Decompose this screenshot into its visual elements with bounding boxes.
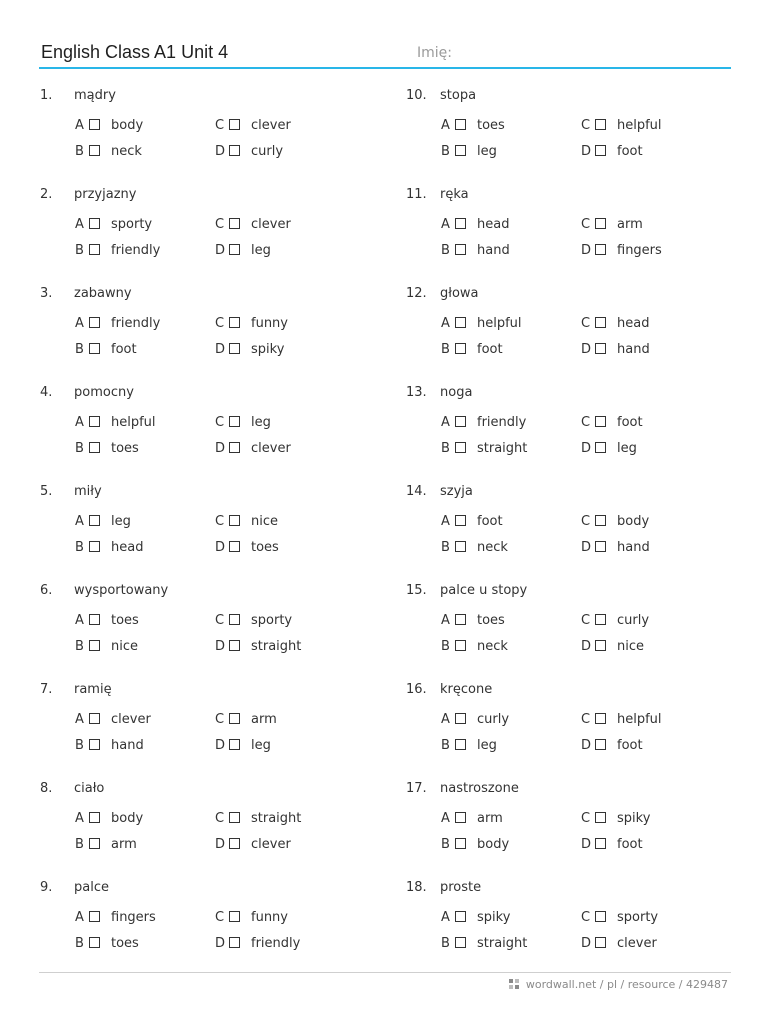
option-checkbox[interactable] — [595, 541, 606, 552]
option-checkbox[interactable] — [455, 317, 466, 328]
option-checkbox[interactable] — [89, 317, 100, 328]
option-text: toes — [111, 613, 139, 628]
question-word: szyja — [440, 484, 473, 499]
option-letter: A — [75, 811, 84, 826]
option-text: leg — [251, 415, 271, 430]
option-checkbox[interactable] — [89, 244, 100, 255]
option-text: leg — [251, 738, 271, 753]
option-letter: D — [581, 936, 592, 951]
option-letter: C — [215, 712, 225, 727]
option-text: body — [111, 118, 144, 133]
option-letter: A — [441, 415, 450, 430]
source-link[interactable]: wordwall.net / pl / resource / 429487 — [525, 978, 728, 991]
option-text: body — [111, 811, 144, 826]
question-word: kręcone — [440, 682, 493, 697]
question-word: ciało — [74, 781, 105, 796]
option-checkbox[interactable] — [455, 541, 466, 552]
option-letter: B — [441, 738, 450, 753]
option-checkbox[interactable] — [595, 739, 606, 750]
option-checkbox[interactable] — [455, 713, 466, 724]
option-text: leg — [617, 441, 637, 456]
option-letter: C — [215, 118, 225, 133]
option-text: straight — [251, 811, 302, 826]
question-word: noga — [440, 385, 473, 400]
option-letter: B — [441, 441, 450, 456]
option-text: nice — [617, 639, 644, 654]
option-letter: C — [215, 613, 225, 628]
name-field-label: Imię: — [417, 45, 452, 61]
option-checkbox[interactable] — [595, 911, 606, 922]
option-checkbox[interactable] — [595, 218, 606, 229]
option-checkbox[interactable] — [455, 218, 466, 229]
option-checkbox[interactable] — [595, 614, 606, 625]
option-letter: B — [75, 243, 84, 258]
question-item — [40, 583, 370, 663]
option-checkbox[interactable] — [595, 838, 606, 849]
option-checkbox[interactable] — [595, 515, 606, 526]
option-text: hand — [617, 540, 650, 555]
question-number: 9. — [40, 880, 53, 895]
option-text: straight — [477, 441, 528, 456]
question-item — [406, 880, 736, 960]
option-checkbox[interactable] — [229, 937, 240, 948]
option-letter: D — [215, 342, 226, 357]
option-checkbox[interactable] — [595, 640, 606, 651]
question-number: 8. — [40, 781, 53, 796]
option-letter: A — [75, 316, 84, 331]
question-item — [406, 682, 736, 762]
option-letter: B — [441, 342, 450, 357]
option-checkbox[interactable] — [455, 416, 466, 427]
option-letter: D — [215, 639, 226, 654]
option-checkbox[interactable] — [455, 614, 466, 625]
option-letter: D — [215, 144, 226, 159]
option-letter: C — [215, 910, 225, 925]
option-checkbox[interactable] — [89, 442, 100, 453]
option-text: straight — [477, 936, 528, 951]
option-letter: A — [441, 613, 450, 628]
option-letter: C — [215, 217, 225, 232]
option-text: foot — [111, 342, 137, 357]
question-item — [40, 781, 370, 861]
option-text: helpful — [617, 712, 662, 727]
option-text: curly — [617, 613, 650, 628]
option-checkbox[interactable] — [89, 145, 100, 156]
option-text: sporty — [111, 217, 153, 232]
question-number: 15. — [406, 583, 427, 598]
option-text: funny — [251, 910, 288, 925]
option-text: foot — [617, 144, 643, 159]
option-text: curly — [251, 144, 284, 159]
question-number: 3. — [40, 286, 53, 301]
option-checkbox[interactable] — [229, 119, 240, 130]
option-text: body — [477, 837, 510, 852]
question-number: 11. — [406, 187, 427, 202]
option-text: toes — [111, 441, 139, 456]
option-checkbox[interactable] — [229, 218, 240, 229]
option-letter: D — [581, 243, 592, 258]
option-text: arm — [251, 712, 277, 727]
option-letter: A — [75, 712, 84, 727]
option-text: fingers — [617, 243, 662, 258]
question-item — [406, 484, 736, 564]
option-checkbox[interactable] — [89, 119, 100, 130]
option-checkbox[interactable] — [229, 244, 240, 255]
option-text: toes — [111, 936, 139, 951]
option-text: foot — [477, 514, 503, 529]
question-number: 14. — [406, 484, 427, 499]
question-number: 16. — [406, 682, 427, 697]
option-text: arm — [617, 217, 643, 232]
option-letter: D — [581, 738, 592, 753]
question-word: wysportowany — [74, 583, 169, 598]
option-text: nice — [251, 514, 278, 529]
question-word: palce — [74, 880, 109, 895]
option-text: head — [617, 316, 650, 331]
option-checkbox[interactable] — [229, 713, 240, 724]
option-letter: B — [441, 837, 450, 852]
option-checkbox[interactable] — [455, 812, 466, 823]
question-number: 18. — [406, 880, 427, 895]
wordwall-logo-icon — [509, 979, 520, 990]
option-text: neck — [477, 540, 508, 555]
footer-divider — [39, 972, 731, 973]
question-number: 7. — [40, 682, 53, 697]
option-text: friendly — [251, 936, 301, 951]
option-checkbox[interactable] — [89, 937, 100, 948]
question-word: palce u stopy — [440, 583, 528, 598]
option-checkbox[interactable] — [595, 442, 606, 453]
option-text: arm — [477, 811, 503, 826]
option-letter: B — [441, 936, 450, 951]
question-item — [406, 286, 736, 366]
option-checkbox[interactable] — [89, 838, 100, 849]
worksheet-header — [39, 40, 731, 68]
option-text: clever — [251, 441, 291, 456]
option-letter: C — [215, 415, 225, 430]
option-text: helpful — [617, 118, 662, 133]
option-checkbox[interactable] — [89, 640, 100, 651]
option-checkbox[interactable] — [595, 317, 606, 328]
option-checkbox[interactable] — [595, 713, 606, 724]
option-letter: A — [441, 118, 450, 133]
option-text: straight — [251, 639, 302, 654]
option-text: friendly — [477, 415, 527, 430]
option-letter: A — [441, 316, 450, 331]
option-checkbox[interactable] — [229, 515, 240, 526]
option-letter: A — [441, 811, 450, 826]
option-letter: A — [75, 118, 84, 133]
question-number: 6. — [40, 583, 53, 598]
option-checkbox[interactable] — [455, 145, 466, 156]
question-item — [40, 880, 370, 960]
option-text: neck — [477, 639, 508, 654]
option-checkbox[interactable] — [229, 343, 240, 354]
question-number: 5. — [40, 484, 53, 499]
option-text: helpful — [111, 415, 156, 430]
option-letter: B — [75, 936, 84, 951]
option-letter: B — [441, 243, 450, 258]
option-letter: D — [581, 441, 592, 456]
option-letter: D — [581, 144, 592, 159]
option-checkbox[interactable] — [455, 442, 466, 453]
option-checkbox[interactable] — [89, 713, 100, 724]
question-item — [40, 187, 370, 267]
option-letter: A — [441, 910, 450, 925]
option-checkbox[interactable] — [229, 739, 240, 750]
option-letter: A — [75, 415, 84, 430]
option-checkbox[interactable] — [595, 416, 606, 427]
option-text: curly — [477, 712, 510, 727]
question-item — [406, 88, 736, 168]
question-number: 12. — [406, 286, 427, 301]
option-checkbox[interactable] — [229, 416, 240, 427]
option-checkbox[interactable] — [89, 343, 100, 354]
option-text: sporty — [251, 613, 293, 628]
option-letter: C — [581, 910, 591, 925]
option-text: hand — [477, 243, 510, 258]
question-word: stopa — [440, 88, 477, 103]
option-text: spiky — [617, 811, 651, 826]
question-word: ramię — [74, 682, 112, 697]
option-checkbox[interactable] — [595, 937, 606, 948]
option-letter: C — [581, 514, 591, 529]
option-letter: C — [215, 514, 225, 529]
option-letter: B — [75, 441, 84, 456]
option-checkbox[interactable] — [455, 244, 466, 255]
option-checkbox[interactable] — [455, 911, 466, 922]
option-checkbox[interactable] — [595, 812, 606, 823]
option-text: hand — [111, 738, 144, 753]
question-item — [40, 682, 370, 762]
option-checkbox[interactable] — [455, 640, 466, 651]
option-text: friendly — [111, 316, 161, 331]
option-letter: D — [215, 243, 226, 258]
question-word: proste — [440, 880, 482, 895]
option-text: head — [111, 540, 144, 555]
option-text: funny — [251, 316, 288, 331]
option-letter: A — [75, 910, 84, 925]
option-text: foot — [617, 837, 643, 852]
option-text: foot — [617, 415, 643, 430]
option-checkbox[interactable] — [229, 614, 240, 625]
question-word: nastroszone — [440, 781, 519, 796]
question-item — [40, 385, 370, 465]
option-text: fingers — [111, 910, 156, 925]
option-letter: D — [581, 837, 592, 852]
option-checkbox[interactable] — [595, 343, 606, 354]
option-checkbox[interactable] — [89, 739, 100, 750]
option-letter: C — [581, 316, 591, 331]
option-text: toes — [251, 540, 279, 555]
option-text: helpful — [477, 316, 522, 331]
option-letter: D — [581, 342, 592, 357]
option-text: neck — [111, 144, 142, 159]
option-checkbox[interactable] — [229, 911, 240, 922]
option-text: foot — [617, 738, 643, 753]
option-letter: D — [215, 837, 226, 852]
option-text: toes — [477, 118, 505, 133]
option-text: spiky — [251, 342, 285, 357]
question-number: 1. — [40, 88, 53, 103]
option-checkbox[interactable] — [229, 640, 240, 651]
header-divider — [39, 67, 731, 69]
option-letter: D — [215, 540, 226, 555]
option-checkbox[interactable] — [229, 541, 240, 552]
question-number: 2. — [40, 187, 53, 202]
question-word: głowa — [440, 286, 479, 301]
option-checkbox[interactable] — [89, 541, 100, 552]
option-letter: B — [75, 342, 84, 357]
option-letter: C — [215, 316, 225, 331]
question-item — [40, 484, 370, 564]
option-letter: D — [581, 540, 592, 555]
option-checkbox[interactable] — [455, 343, 466, 354]
option-checkbox[interactable] — [229, 442, 240, 453]
option-letter: C — [581, 613, 591, 628]
option-text: clever — [111, 712, 151, 727]
option-text: spiky — [477, 910, 511, 925]
option-letter: C — [581, 712, 591, 727]
question-item — [40, 88, 370, 168]
option-letter: D — [215, 441, 226, 456]
footer — [509, 978, 728, 991]
question-number: 4. — [40, 385, 53, 400]
question-word: pomocny — [74, 385, 134, 400]
option-letter: B — [75, 738, 84, 753]
option-text: leg — [477, 144, 497, 159]
option-text: clever — [617, 936, 657, 951]
option-checkbox[interactable] — [455, 515, 466, 526]
question-item — [406, 385, 736, 465]
option-letter: A — [75, 217, 84, 232]
question-item — [406, 583, 736, 663]
option-letter: D — [215, 936, 226, 951]
option-letter: A — [441, 712, 450, 727]
option-checkbox[interactable] — [595, 119, 606, 130]
question-number: 10. — [406, 88, 427, 103]
question-word: miły — [74, 484, 102, 499]
option-checkbox[interactable] — [455, 838, 466, 849]
option-letter: B — [75, 639, 84, 654]
option-checkbox[interactable] — [89, 911, 100, 922]
option-checkbox[interactable] — [89, 218, 100, 229]
option-letter: B — [75, 837, 84, 852]
option-text: clever — [251, 837, 291, 852]
question-word: zabawny — [74, 286, 132, 301]
question-item — [406, 781, 736, 861]
option-text: sporty — [617, 910, 659, 925]
option-checkbox[interactable] — [455, 739, 466, 750]
option-text: toes — [477, 613, 505, 628]
option-letter: B — [441, 144, 450, 159]
option-letter: B — [441, 639, 450, 654]
option-checkbox[interactable] — [455, 119, 466, 130]
option-checkbox[interactable] — [229, 145, 240, 156]
option-letter: A — [441, 514, 450, 529]
option-checkbox[interactable] — [595, 145, 606, 156]
option-letter: A — [75, 514, 84, 529]
option-text: clever — [251, 217, 291, 232]
option-checkbox[interactable] — [89, 515, 100, 526]
option-letter: C — [581, 811, 591, 826]
page-title: English Class A1 Unit 4 — [41, 42, 229, 62]
option-text: nice — [111, 639, 138, 654]
option-checkbox[interactable] — [455, 937, 466, 948]
question-number: 13. — [406, 385, 427, 400]
option-checkbox[interactable] — [229, 317, 240, 328]
option-letter: A — [441, 217, 450, 232]
question-number: 17. — [406, 781, 427, 796]
option-text: hand — [617, 342, 650, 357]
question-item — [406, 187, 736, 267]
option-checkbox[interactable] — [89, 416, 100, 427]
option-text: head — [477, 217, 510, 232]
option-text: arm — [111, 837, 137, 852]
option-text: body — [617, 514, 650, 529]
option-text: leg — [111, 514, 131, 529]
option-letter: B — [75, 540, 84, 555]
option-text: leg — [251, 243, 271, 258]
question-item — [40, 286, 370, 366]
option-checkbox[interactable] — [229, 838, 240, 849]
option-letter: C — [215, 811, 225, 826]
question-word: przyjazny — [74, 187, 137, 202]
option-text: friendly — [111, 243, 161, 258]
option-checkbox[interactable] — [89, 812, 100, 823]
option-letter: B — [75, 144, 84, 159]
option-text: foot — [477, 342, 503, 357]
option-letter: B — [441, 540, 450, 555]
option-letter: A — [75, 613, 84, 628]
option-checkbox[interactable] — [89, 614, 100, 625]
option-letter: C — [581, 415, 591, 430]
option-letter: D — [581, 639, 592, 654]
option-checkbox[interactable] — [595, 244, 606, 255]
question-word: ręka — [440, 187, 469, 202]
option-letter: C — [581, 217, 591, 232]
question-word: mądry — [74, 88, 116, 103]
option-checkbox[interactable] — [229, 812, 240, 823]
option-text: clever — [251, 118, 291, 133]
option-letter: C — [581, 118, 591, 133]
option-letter: D — [215, 738, 226, 753]
option-text: leg — [477, 738, 497, 753]
